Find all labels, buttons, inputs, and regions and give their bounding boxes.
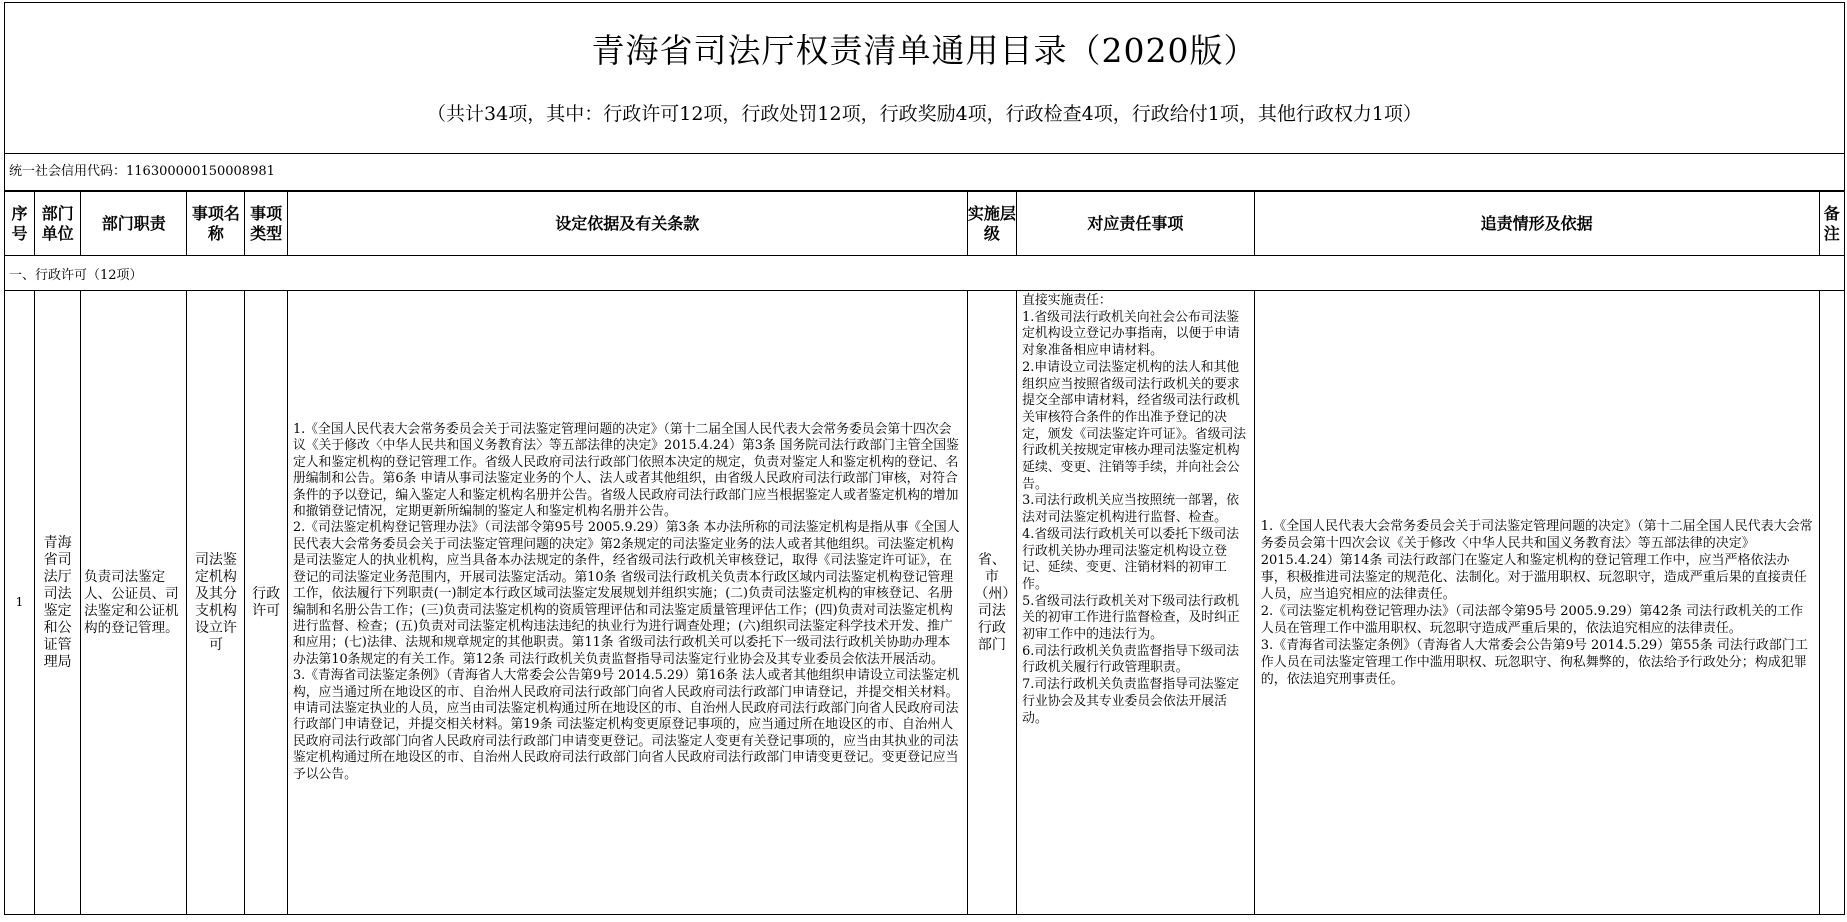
resp-item: 7.司法行政机关负责监督指导司法鉴定行业协会及其专业委员会依法开展活动。 xyxy=(1022,677,1240,726)
resp-item: 3.司法行政机关应当按照统一部署，依法对司法鉴定机构进行监督、检查。 xyxy=(1022,493,1240,526)
table-header-row xyxy=(5,192,1844,256)
title-block xyxy=(5,3,1844,154)
table-row xyxy=(5,291,1844,915)
resp-item: 4.省级司法行政机关可以委托下级司法行政机关协办理司法鉴定机构设立登记、延续、变更、注销材料的初审工作。 xyxy=(1022,526,1240,592)
header-duty: 部门职责 xyxy=(81,192,187,256)
cell-remark xyxy=(1819,291,1844,915)
header-dept: 部门单位 xyxy=(35,192,81,256)
resp-item: 6.司法行政机关负责监督指导下级司法行政机关履行行政管理职责。 xyxy=(1022,643,1240,676)
basis-clause: 1.《全国人民代表大会常务委员会关于司法鉴定管理问题的决定》（第十二届全国人民代表大会常务委员会第十四次会议《关于修改〈中华人民共和国义务教育法〉等五部法律的决定》2015.4.24）第3条 国务院司法行政部门主管全国鉴定人和鉴定机构的登记管理工作。省级人民政府司法行政部门依照本决定的规定，负责对鉴定人和鉴定机构的登记、名册编制和公告。第6条 申请从事司法鉴定业务的个人、法人或者其他组织，由省级人民政府司法行政部门审核，对符合条件的予以登记，编入鉴定人和鉴定机构名册并公告。省级人民政府司法行政部门应当根据鉴定人或者鉴定机构的增加和撤销登记情况，定期更新所编制的鉴定人和鉴定机构名册并公告。 xyxy=(292,422,959,520)
account-item: 1.《全国人民代表大会常务委员会关于司法鉴定管理问题的决定》（第十二届全国人民代表大会常务委员会第十四次会议《关于修改〈中华人民共和国义务教育法〉等五部法律的决定》2015.4.24）第14条 司法行政部门在鉴定人和鉴定机构的登记管理工作中，应当严格依法办事，积极推进司法鉴定的规范化、法制化。对于滥用职权、玩忽职守，造成严重后果的直接责任人员，应当追究相应的法律责任。 xyxy=(1260,518,1813,602)
section-label: 一、行政许可（12项） xyxy=(5,256,1844,291)
header-level: 实施层级 xyxy=(967,192,1017,256)
account-item: 3.《青海省司法鉴定条例》（青海省人大常委会公告第9号 2014.5.29）第55条 司法行政部门工作人员在司法鉴定管理工作中滥用职权、玩忽职守、徇私舞弊的，依法给予行政处分；构成犯罪的，依法追究刑事责任。 xyxy=(1260,637,1808,687)
basis-clause: 3.《青海省司法鉴定条例》（青海省人大常委会公告第9号 2014.5.29）第16条 法人或者其他组织申请设立司法鉴定机构，应当通过所在地设区的市、自治州人民政府司法行政部门向省人民政府司法行政部门申请登记，并提交相关材料。申请司法鉴定执业的人员，应当由司法鉴定机构通过所在地设区的市、自治州人民政府司法行政部门向省人民政府司法行政部门申请登记，并提交相关材料。第19条 司法鉴定机构变更原登记事项的，应当通过所在地设区的市、自治州人民政府司法行政部门向省人民政府司法行政部门申请变更登记。司法鉴定人变更有关登记事项的，应当由其执业的司法鉴定机构通过所在地设区的市、自治州人民政府司法行政部门向省人民政府司法行政部门申请变更登记。变更登记应当予以公告。 xyxy=(292,668,960,782)
cell-seq: 1 xyxy=(5,291,35,915)
header-accountability: 追责情形及依据 xyxy=(1254,192,1819,256)
resp-item: 5.省级司法行政机关对下级司法行政机关的初审工作进行监督检查，及时纠正初审工作中的违法行为。 xyxy=(1022,593,1240,643)
resp-item: 1.省级司法行政机关向社会公布司法鉴定机构设立登记办事指南，以便于申请对象准备相应申请材料。 xyxy=(1022,309,1240,359)
document-title: 青海省司法厅权责清单通用目录（2020版） xyxy=(591,31,1258,70)
cell-basis xyxy=(287,291,967,915)
header-basis: 设定依据及有关条款 xyxy=(287,192,967,256)
document-sheet xyxy=(4,2,1845,915)
header-seq: 序号 xyxy=(5,192,35,256)
cell-item-name: 司法鉴定机构及其分支机构设立许可 xyxy=(187,291,245,915)
header-item-name: 事项名称 xyxy=(187,192,245,256)
credit-code: 统一社会信用代码：116300000150008981 xyxy=(5,154,1844,191)
resp-item: 2.申请设立司法鉴定机构的法人和其他组织应当按照省级司法行政机关的要求提交全部申请材料，经省级司法行政机关审核符合条件的作出准予登记的决定，颁发《司法鉴定许可证》。省级司法行政机关按规定审核办理司法鉴定机构延续、变更、注销等手续，并向社会公告。 xyxy=(1022,359,1247,492)
cell-level: 省、市（州）司法行政部门 xyxy=(967,291,1017,915)
cell-accountability xyxy=(1254,291,1819,915)
cell-responsibility xyxy=(1017,291,1255,915)
cell-item-type: 行政许可 xyxy=(245,291,288,915)
header-item-type: 事项类型 xyxy=(245,192,288,256)
basis-clause: 2.《司法鉴定机构登记管理办法》（司法部令第95号 2005.9.29）第3条 本办法所称的司法鉴定机构是指从事《全国人民代表大会常务委员会关于司法鉴定管理问题的决定》第2条规定的司法鉴定业务的法人或者其他组织。司法鉴定机构是司法鉴定人的执业机构，应当具备本办法规定的条件，经省级司法行政机关审核登记，取得《司法鉴定许可证》，在登记的司法鉴定业务范围内，开展司法鉴定活动。第10条 省级司法行政机关负责本行政区域内司法鉴定机构登记管理工作，依法履行下列职责(一)制定本行政区域司法鉴定发展规划并组织实施；(二)负责司法鉴定机构的审核登记、名册编制和名册公告工作；(三)负责司法鉴定机构的资质管理评估和司法鉴定质量管理评估工作；(四)负责对司法鉴定机构进行监督、检查；(五)负责对司法鉴定机构违法违纪的执业行为进行调查处理；(六)组织司法鉴定科学技术开发、推广和应用；(七)法律、法规和规章规定的其他职责。第11条 省级司法行政机关可以委托下一级司法行政机关协助办理本办法第10条规定的有关工作。第12条 司法行政机关负责监督指导司法鉴定行业协会及其专业委员会依法开展活动。 xyxy=(292,520,960,667)
resp-item: 直接实施责任： xyxy=(1022,293,1112,308)
cell-duty: 负责司法鉴定人、公证员、司法鉴定和公证机构的登记管理。 xyxy=(81,291,187,915)
header-responsibility: 对应责任事项 xyxy=(1017,192,1255,256)
document-subtitle: （共计34项，其中：行政许可12项，行政处罚12项，行政奖励4项，行政检查4项，行政给付1项，其他行政权力1项） xyxy=(427,103,1422,125)
responsibility-table xyxy=(5,191,1844,915)
section-row xyxy=(5,256,1844,291)
cell-dept: 青海省司法厅司法鉴定和公证管理局 xyxy=(35,291,81,915)
account-item: 2.《司法鉴定机构登记管理办法》（司法部令第95号 2005.9.29）第42条 司法行政机关的工作人员在管理工作中滥用职权、玩忽职守造成严重后果的，依法追究相应的法律责任。 xyxy=(1260,603,1804,636)
header-remark: 备注 xyxy=(1819,192,1844,256)
